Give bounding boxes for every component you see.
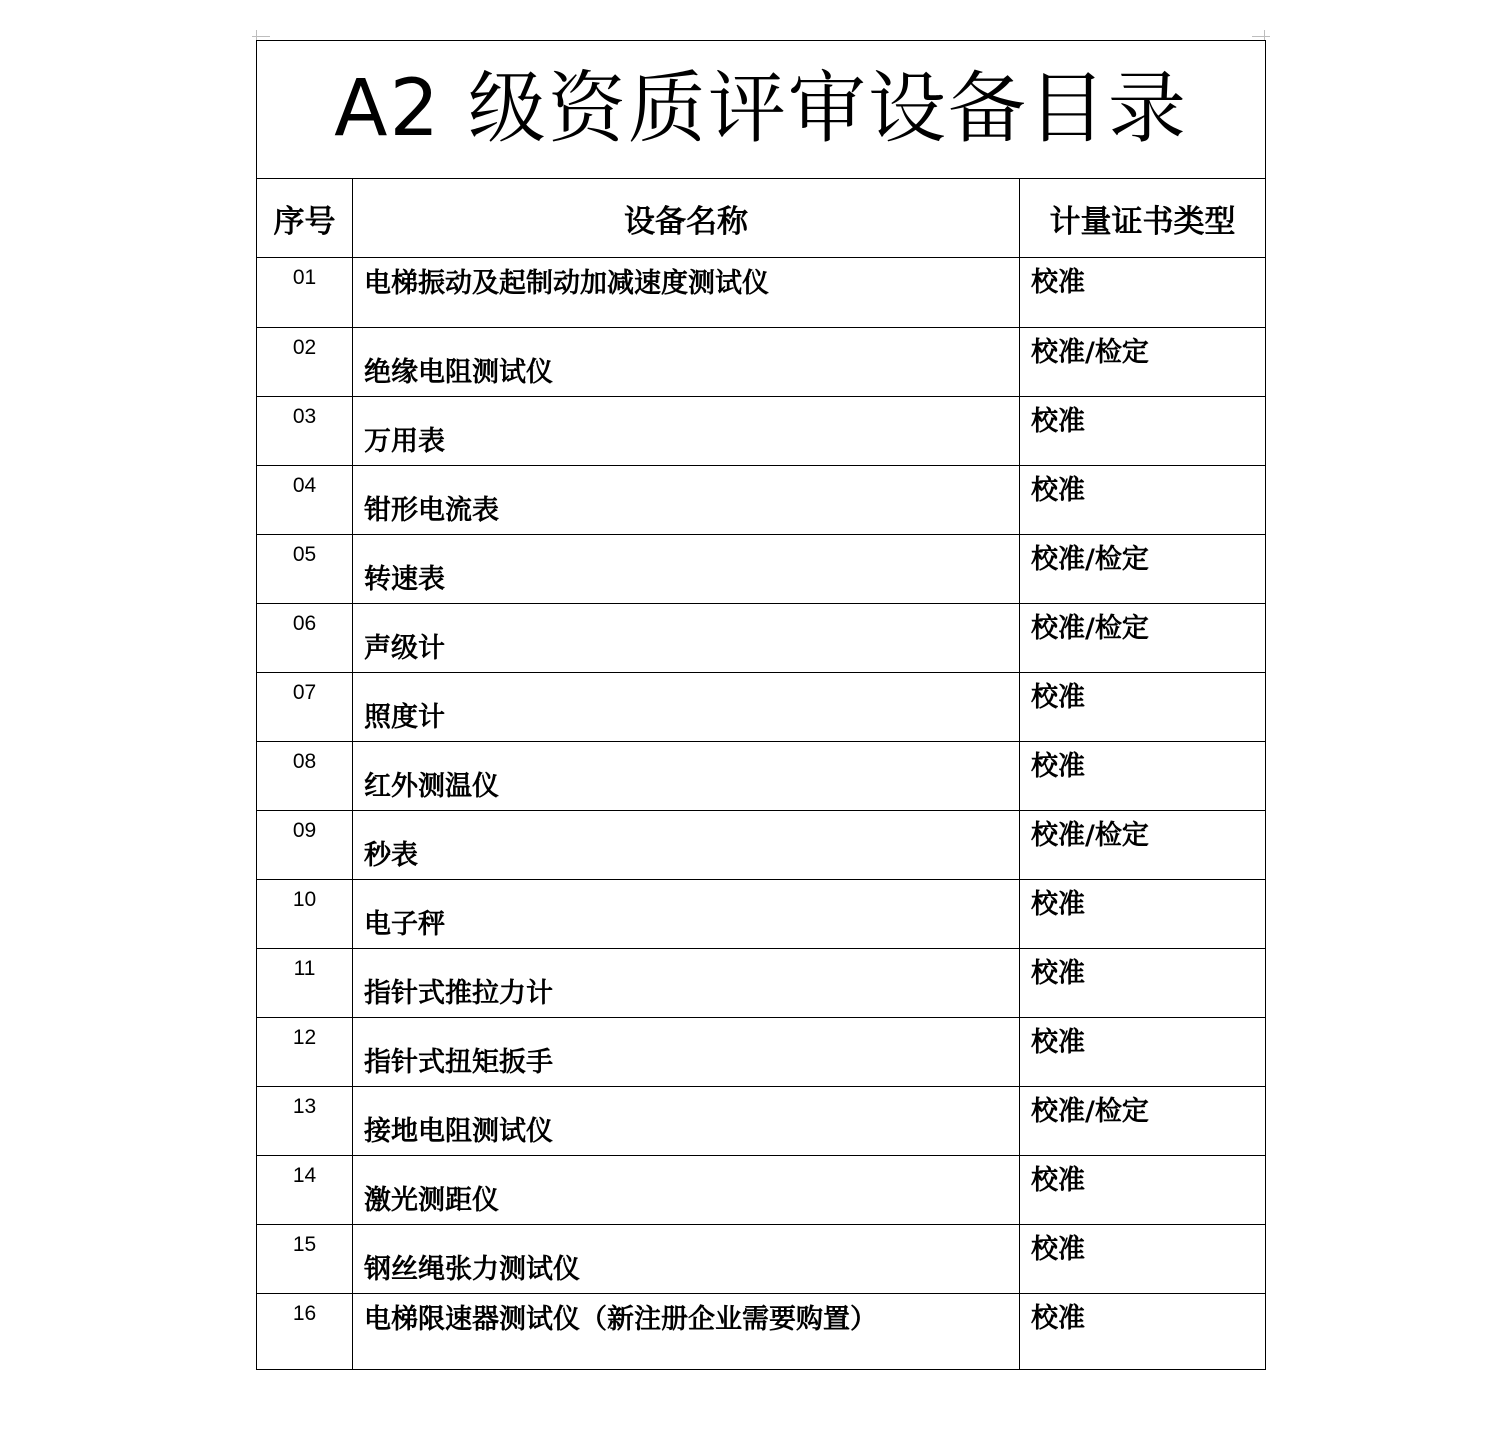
row-number: 07 <box>257 673 353 742</box>
row-number: 01 <box>257 258 353 328</box>
table-row <box>257 949 1266 1018</box>
table-row <box>257 1018 1266 1087</box>
table-row <box>257 1156 1266 1225</box>
table-row <box>257 1294 1266 1370</box>
table-row <box>257 604 1266 673</box>
equipment-name: 钢丝绳张力测试仪 <box>353 1225 1020 1294</box>
equipment-name: 钳形电流表 <box>353 466 1020 535</box>
equipment-name: 激光测距仪 <box>353 1156 1020 1225</box>
equipment-name: 绝缘电阻测试仪 <box>353 328 1020 397</box>
equipment-catalog-table <box>256 40 1266 1370</box>
equipment-name: 照度计 <box>353 673 1020 742</box>
row-number: 11 <box>257 949 353 1018</box>
equipment-name: 指针式推拉力计 <box>353 949 1020 1018</box>
header-row <box>257 179 1266 258</box>
equipment-name: 红外测温仪 <box>353 742 1020 811</box>
document-title: A2 级资质评审设备目录 <box>257 41 1266 179</box>
equipment-name: 电梯限速器测试仪（新注册企业需要购置） <box>353 1294 1020 1370</box>
cert-type: 校准 <box>1020 949 1266 1018</box>
row-number: 02 <box>257 328 353 397</box>
cert-type: 校准 <box>1020 1225 1266 1294</box>
row-number: 08 <box>257 742 353 811</box>
cert-type: 校准 <box>1020 397 1266 466</box>
cert-type: 校准 <box>1020 258 1266 328</box>
title-row <box>257 41 1266 179</box>
crop-mark-top-right-v <box>1264 30 1265 40</box>
cert-type: 校准 <box>1020 466 1266 535</box>
equipment-name: 转速表 <box>353 535 1020 604</box>
cert-type: 校准 <box>1020 880 1266 949</box>
row-number: 04 <box>257 466 353 535</box>
row-number: 12 <box>257 1018 353 1087</box>
cert-type: 校准 <box>1020 1156 1266 1225</box>
row-number: 03 <box>257 397 353 466</box>
equipment-name: 电子秤 <box>353 880 1020 949</box>
equipment-name: 万用表 <box>353 397 1020 466</box>
table-row <box>257 466 1266 535</box>
table-row <box>257 258 1266 328</box>
cert-type: 校准/检定 <box>1020 1087 1266 1156</box>
cert-type: 校准 <box>1020 1018 1266 1087</box>
table-row <box>257 673 1266 742</box>
column-header-no: 序号 <box>257 179 353 258</box>
row-number: 13 <box>257 1087 353 1156</box>
equipment-name: 指针式扭矩扳手 <box>353 1018 1020 1087</box>
table-row <box>257 397 1266 466</box>
table-row <box>257 742 1266 811</box>
cert-type: 校准 <box>1020 742 1266 811</box>
cert-type: 校准/检定 <box>1020 328 1266 397</box>
cert-type: 校准/检定 <box>1020 811 1266 880</box>
table-row <box>257 880 1266 949</box>
column-header-name: 设备名称 <box>353 179 1020 258</box>
row-number: 06 <box>257 604 353 673</box>
row-number: 05 <box>257 535 353 604</box>
row-number: 09 <box>257 811 353 880</box>
row-number: 15 <box>257 1225 353 1294</box>
cert-type: 校准/检定 <box>1020 604 1266 673</box>
row-number: 16 <box>257 1294 353 1370</box>
equipment-name: 声级计 <box>353 604 1020 673</box>
crop-mark-top-left-v <box>256 30 257 40</box>
equipment-name: 秒表 <box>353 811 1020 880</box>
cert-type: 校准 <box>1020 1294 1266 1370</box>
row-number: 10 <box>257 880 353 949</box>
cert-type: 校准 <box>1020 673 1266 742</box>
crop-mark-top-left-h <box>252 36 270 37</box>
table-row <box>257 1087 1266 1156</box>
row-number: 14 <box>257 1156 353 1225</box>
table-row <box>257 811 1266 880</box>
cert-type: 校准/检定 <box>1020 535 1266 604</box>
table-row <box>257 535 1266 604</box>
column-header-cert-type: 计量证书类型 <box>1020 179 1266 258</box>
crop-mark-top-right-h <box>1252 36 1270 37</box>
equipment-name: 电梯振动及起制动加减速度测试仪 <box>353 258 1020 328</box>
table-row <box>257 1225 1266 1294</box>
table-row <box>257 328 1266 397</box>
equipment-name: 接地电阻测试仪 <box>353 1087 1020 1156</box>
